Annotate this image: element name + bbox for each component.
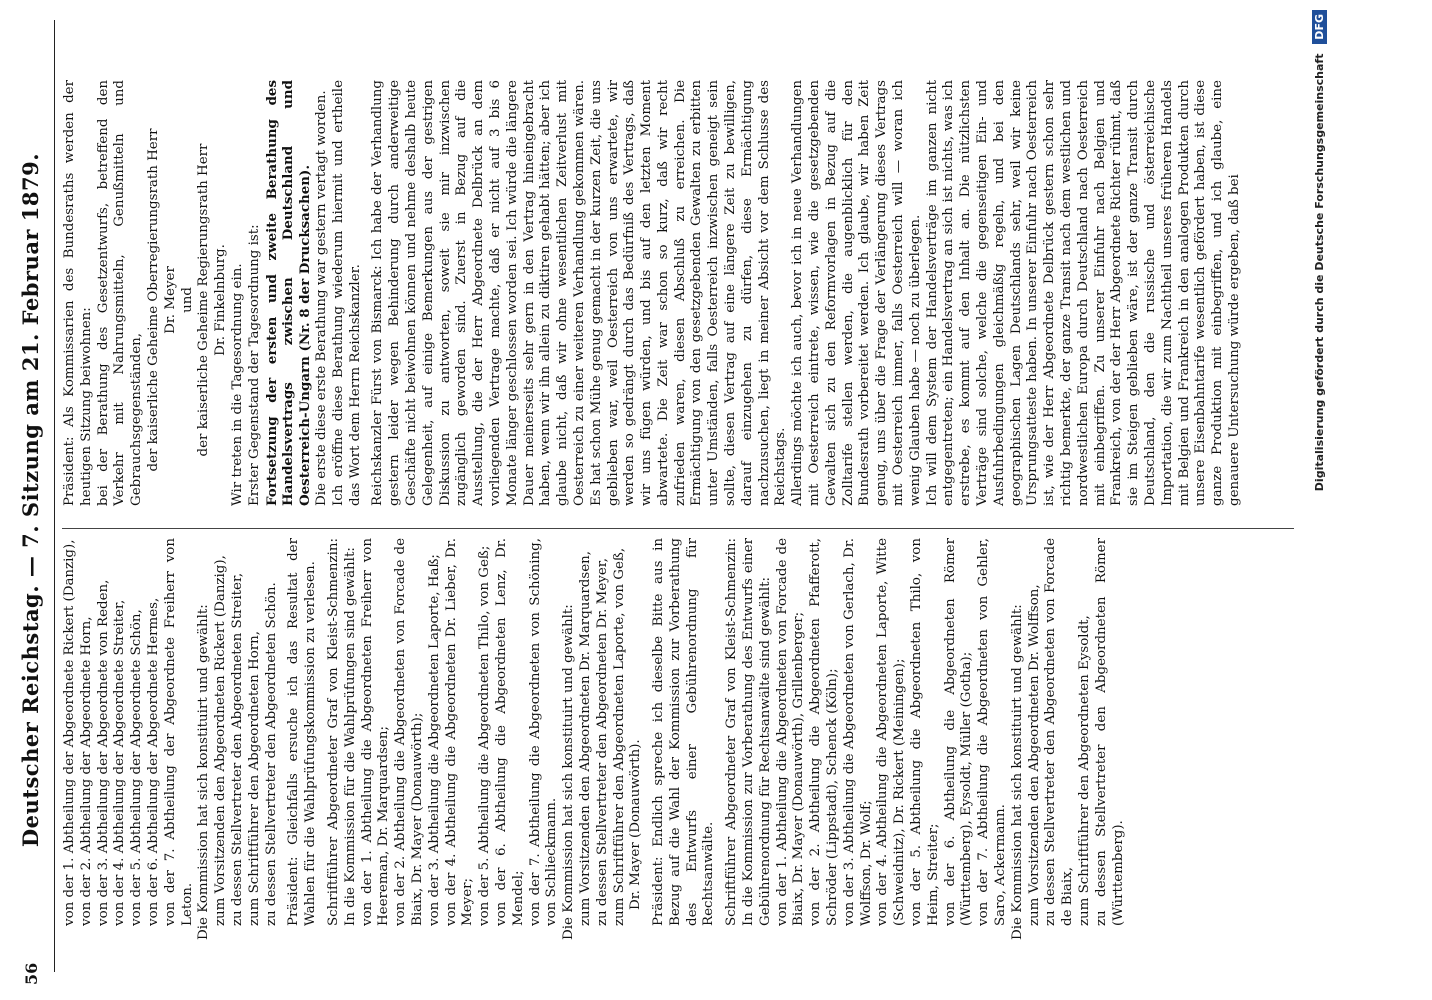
column-divider — [62, 528, 1294, 529]
text-line: Präsident: Gleichfalls ersuche ich das Resultat der Wahlen für die Wahlprüfungskommission zu verlesen. — [286, 538, 319, 926]
text-line: von der 5. Abtheilung der Abgeordnete Schön, — [129, 609, 145, 926]
text-line: von der 3. Abtheilung die Abgeordneten von Gerlach, Dr. Wolffson, Dr. Wolf; — [841, 538, 874, 926]
left-column — [62, 538, 1127, 940]
text-line: zum Schriftführer den Abgeordneten Laporte, von Geß, — [611, 547, 627, 926]
text-line: von der 7. Abtheilung die Abgeordneten von Schöning, von Schlieckmann. — [527, 538, 560, 926]
text-line: Präsident: Endlich spreche ich dieselbe Bitte aus in Bezug auf die Wahl der Kommission zur Vorberathung des Entwurfs einer Gebührenordnung für Rechtsanwälte. — [651, 538, 717, 926]
text-line: von der 1. Abtheilung die Abgeordneten Freiherr von Heereman, Dr. Marquardsen; — [359, 538, 392, 926]
text-line: der kaiserliche Geheime Oberregierungsrath Herr — [145, 128, 161, 472]
page-number: 56 — [22, 962, 41, 985]
text-line: zu dessen Stellvertreter den Abgeordneten von Forcade de Biaix, — [1043, 538, 1076, 926]
text-line: Wir treten in die Tagesordnung ein. — [229, 263, 245, 506]
right-column — [62, 80, 1244, 520]
text-line: von der 3. Abtheilung die Abgeordneten Laporte, Haß; — [426, 554, 442, 926]
text-line: und — [179, 287, 195, 313]
text-line: zum Schriftführer den Abgeordneten Eysoldt, — [1077, 615, 1093, 926]
text-line: Dr. Meyer — [162, 266, 178, 334]
page-title: Deutscher Reichstag. — 7. Sitzung am 21. Februar 1879. — [18, 152, 43, 848]
text-line: Fortsetzung der ersten und zweite Berathung des Handelsvertrags zwischen Deutschland und Oesterreich-Ungarn (Nr. 8 der Drucksachen). — [263, 80, 314, 506]
text-line: von der 6. Abtheilung der Abgeordnete Hermes, — [145, 597, 161, 926]
text-line: von der 4. Abtheilung der Abgeordnete Streiter, — [112, 599, 128, 926]
text-line: von der 7. Abtheilung die Abgeordneten von Gehler, Saro, Ackermann. — [976, 538, 1009, 926]
text-line: von der 2. Abtheilung die Abgeordneten von Forcade de Biaix, Dr. Mayer (Donauwörth); — [393, 538, 425, 926]
text-line: Erster Gegenstand der Tagesordnung ist: — [246, 224, 262, 506]
text-line: Schriftführer Abgeordneter Graf von Kleist-Schmenzin: In die Kommission für die Wahlprüfungen sind gewählt: — [325, 538, 358, 926]
text-line: Präsident: Als Kommissarien des Bundesraths werden der heutigen Sitzung beiwohnen: — [62, 80, 94, 506]
text-line: von der 1. Abtheilung der Abgeordnete Rickert (Danzig), — [62, 539, 77, 926]
text-line: von der 1. Abtheilung die Abgeordneten von Forcade de Biaix, Dr. Mayer (Donauwörth), Grillenberger; — [774, 538, 807, 926]
text-line: Dr. Mayer (Donauwörth). — [628, 739, 644, 910]
text-line: von der 6. Abtheilung die Abgeordneten Lenz, Dr. Mendel; — [493, 538, 526, 926]
text-line: zum Schriftführer den Abgeordneten Horn, — [246, 630, 262, 926]
text-line: zu dessen Stellvertreter den Abgeordneten Streiter, — [229, 572, 245, 926]
text-line: Die Kommission hat sich konstituirt und gewählt: — [1009, 604, 1025, 940]
text-line: von der 2. Abtheilung die Abgeordneten Pfafferott, Schröder (Lippstadt), Schenck (Köln); — [808, 538, 841, 926]
text-line: von der 7. Abtheilung der Abgeordnete Freiherr von Leton. — [162, 538, 195, 926]
text-line: Die Kommission hat sich konstituirt und gewählt: — [561, 604, 577, 940]
text-line: Allerdings möchte ich auch, bevor ich in neue Verhandlungen mit Oesterreich eintrete, wissen, wie die gesetzgebenden Gewalten sich zu den Reformvorlagen in Bezug auf die Zolltarife stellen werden, die augenblicklich für den Bundesrath vorbereitet werden. Ich glaube, wir haben Zeit genug, uns über die Frage der Verlängerung dieses Vertrags mit Oesterreich immer, falls Oesterreich will — woran ich wenig Glauben habe — noch zu überlegen. — [790, 80, 923, 506]
text-line: Ich eröffne diese Berathung wiederum hiermit und ertheile das Wort dem Herrn Reichskanzler. — [330, 80, 363, 506]
text-line: zu dessen Stellvertreter den Abgeordneten Römer (Württemberg). — [1093, 538, 1126, 926]
text-line: von der 6. Abtheilung die Abgeordneten Römer (Württemberg), Eysoldt, Müller (Gotha); — [942, 538, 975, 926]
text-line: Ich will dem System der Handelsverträge im ganzen nicht entgegentreten; ein Handelsvertrag an sich ist nichts, was ich erstrebe, es kommt auf den Inhalt an. Die nützlichsten Verträge sind solche, welche die gegenseitigen Ein- und Ausfuhrbedingungen gleichmäßig regeln, und bei den geographischen Lagen Deutschlands sehr, weil wir keine Ursprungsatteste haben. In unserer Einfuhr nach Oesterreich ist, wie der Herr Abgeordnete Delbrück gestern schon sehr richtig bemerkte, der ganze Transit nach dem westlichen und nordwestlichen Europa durch Deutschland nach Oesterreich mit einbegriffen. Zu unserer Einfuhr nach Belgien und Frankreich, von der der Herr Abgeordnete Richter rühmt, daß sie im Steigen geblieben wäre, ist der ganze Transit durch Deutschland, den die russische und österreichische Importation, die wir zum Nachtheil unseres früheren Handels mit Belgien und Frankreich in den analogen Produkten durch unsere Eisenbahntarife wesentlich gefördert haben, ist diese ganze Produktion mit einbegriffen, und ich glaube, eine genauere Untersuchung würde ergeben, daß bei — [924, 80, 1242, 506]
text-line: zum Vorsitzenden den Abgeordneten Dr. Wolffson, — [1026, 584, 1042, 926]
header-rule — [54, 20, 55, 972]
text-line: zu dessen Stellvertreter den Abgeordneten Dr. Meyer, — [594, 558, 610, 926]
text-line: von der 5. Abtheilung die Abgeordneten Thilo, von Geß; — [477, 545, 493, 926]
text-line: zum Vorsitzenden den Abgeordneten Rickert (Danzig), — [213, 555, 229, 926]
text-line: Reichskanzler Fürst von Bismarck: Ich habe der Verhandlung gestern leider wegen Behinderung durch anderweitige Geschäfte nicht beiwohnen können und nehme deshalb heute Gelegenheit, auf einige Bemerkungen aus der gestrigen Diskussion zu antworten, soweit sie mir inzwischen zugänglich geworden sind. Zuerst in Bezug auf die Ausstellung, die der Herr Abgeordnete Delbrück an dem vorliegenden Vertrage machte, daß er nicht auf 3 bis 6 Monate länger geschlossen worden sei. Ich würde die längere Dauer meinerseits sehr gern in den Vertrag hineingebracht haben, wenn wir ihn allein zu diktiren gehabt hätten; aber ich glaube nicht, daß wir ohne wesentlichen Zeitverlust mit Oesterreich zu einer weiteren Verhandlung gekommen wären. Es hat schon Mühe genug gemacht in der kurzen Zeit, die uns geblieben war, weil Oesterreich von uns erwartete, wir werden so gedrängt durch das Bedürfniß des Vertrags, daß wir uns fügen würden, und bis auf den letzten Moment abwartete. Die Zeit war schon so kurz, daß wir recht zufrieden waren, diesen Abschluß zu erreichen. Die Ermächtigung von den gesetzgebenden Gewalten zu erbitten unter Umständen, falls Oesterreich inzwischen geneigt sein sollte, diesen Vertrag auf eine längere Zeit zu bewilligen, darauf einzugehen zu dürfen, diese Ermächtigung nachzusuchen, liegt in meiner Absicht vor dem Schlusse des Reichstags. — [370, 80, 789, 506]
text-line: von der 2. Abtheilung der Abgeordnete Horn, — [78, 616, 94, 926]
text-line: von der 5. Abtheilung die Abgeordneten Thilo, von Heim, Streiter; — [909, 538, 941, 926]
text-line: von der 4. Abtheilung die Abgeordneten Dr. Lieber, Dr. Meyer; — [443, 538, 476, 926]
dfg-logo: DFG — [1312, 10, 1327, 44]
text-line: von der 4. Abtheilung die Abgeordneten Laporte, Witte (Schweidnitz), Dr. Rickert (Meiningen); — [875, 538, 908, 926]
text-line: der kaiserliche Geheime Regierungsrath Herr — [196, 143, 212, 457]
credit-bar — [1300, 0, 1340, 1000]
text-line: bei der Berathung des Gesetzentwurfs, betreffend den Verkehr mit Nahrungsmitteln, Genußmitteln und Gebrauchsgegenständen, — [95, 80, 145, 506]
text-line: zu dessen Stellvertreter den Abgeordneten Schön. — [263, 582, 279, 926]
credit-text: Digitalisierung gefördert durch die Deutsche Forschungsgemeinschaft — [1313, 53, 1326, 492]
text-line: Schriftführer Abgeordneter Graf von Kleist-Schmenzin: In die Kommission zur Vorberathung des Entwurfs einer Gebührenordnung für Rechtsanwälte sind gewählt: — [724, 538, 773, 926]
text-line: Dr. Finkelnburg. — [213, 244, 229, 356]
text-line: zum Vorsitzenden den Abgeordneten Dr. Marquardsen, — [577, 550, 593, 926]
text-line: von der 3. Abtheilung der Abgeordnete von Reden, — [95, 579, 111, 926]
page-header — [0, 0, 50, 1000]
credit-line — [1312, 10, 1327, 990]
text-line: Die erste diese erste Berathung war gestern vertagt worden. — [313, 90, 329, 506]
text-line: Die Kommission hat sich konstituirt und gewählt: — [196, 604, 212, 940]
